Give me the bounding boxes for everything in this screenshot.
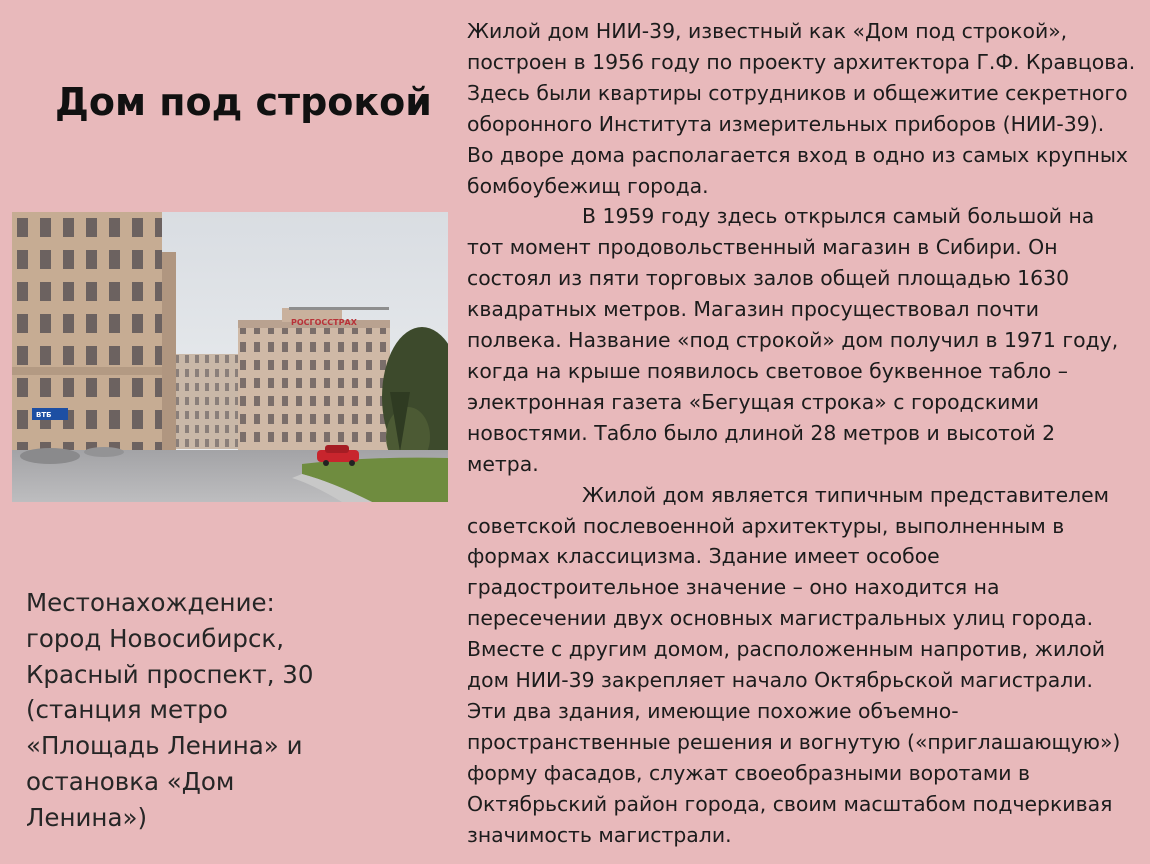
body-line: оборонного Института измерительных приборов (НИИ-39).: [467, 111, 1105, 136]
location-line: город Новосибирск,: [26, 623, 285, 653]
body-line: пространственные решения и вогнутую («приглашающую»): [467, 729, 1121, 754]
location-line: Красный проспект, 30: [26, 659, 314, 689]
body-line: тот момент продовольственный магазин в Сибири. Он: [467, 235, 1058, 260]
body-line: советской послевоенной архитектуры, выполненным в: [467, 513, 1065, 538]
body-line: форму фасадов, служат своеобразными воротами в: [467, 760, 1031, 785]
location-line: Местонахождение:: [26, 588, 275, 617]
body-line: Октябрьский район города, своим масштабом подчеркивая: [467, 791, 1113, 816]
body-line: построен в 1956 году по проекту архитектора Г.Ф. Кравцова.: [467, 49, 1136, 74]
body-line: метра.: [467, 451, 539, 476]
body-line: Жилой дом является типичным представителем: [582, 482, 1110, 507]
body-line: Во дворе дома располагается вход в одно из самых крупных: [467, 142, 1128, 167]
body-line: градостроительное значение – оно находится на: [467, 575, 1000, 600]
body-line: пересечении двух основных магистральных улиц города.: [467, 606, 1094, 631]
body-line: формах классицизма. Здание имеет особое: [467, 544, 940, 569]
body-line: Эти два здания, имеющие похожие объемно-: [467, 698, 959, 723]
body-line: полвека. Название «под строкой» дом получил в 1971 году,: [467, 328, 1119, 353]
body-line: новостями. Табло было длиной 28 метров и высотой 2: [467, 420, 1056, 445]
body-line: Здесь были квартиры сотрудников и общежитие секретного: [467, 80, 1128, 105]
location-text: [26, 585, 326, 836]
location-line: (станция метро: [26, 695, 228, 725]
body-line: В 1959 году здесь открылся самый большой на: [582, 204, 1095, 229]
building-photo: [12, 212, 448, 502]
body-line: когда на крыше появилось световое буквенное табло –: [467, 358, 1068, 383]
body-line: значимость магистрали.: [467, 822, 732, 847]
slide-title: Дом под строкой: [55, 80, 432, 124]
location-line: «Площадь Ленина» и: [26, 731, 303, 761]
location-line: Ленина»): [26, 802, 148, 832]
roof-sign-text: РОСГОССТРАХ: [291, 318, 357, 327]
body-line: бомбоубежищ города.: [467, 173, 709, 198]
body-line: дом НИИ-39 закрепляет начало Октябрьской магистрали.: [467, 668, 1094, 693]
location-line: остановка «Дом: [26, 766, 235, 796]
body-line: электронная газета «Бегущая строка» с городскими: [467, 389, 1040, 414]
description-text: [467, 16, 1142, 850]
body-line: состоял из пяти торговых залов общей площадью 1630: [467, 266, 1070, 291]
body-line: квадратных метров. Магазин просуществовал почти: [467, 297, 1040, 322]
body-line: Жилой дом НИИ-39, известный как «Дом под строкой»,: [467, 19, 1068, 43]
bank-sign-text: ВТБ: [36, 411, 52, 419]
body-line: Вместе с другим домом, расположенным напротив, жилой: [467, 637, 1106, 662]
